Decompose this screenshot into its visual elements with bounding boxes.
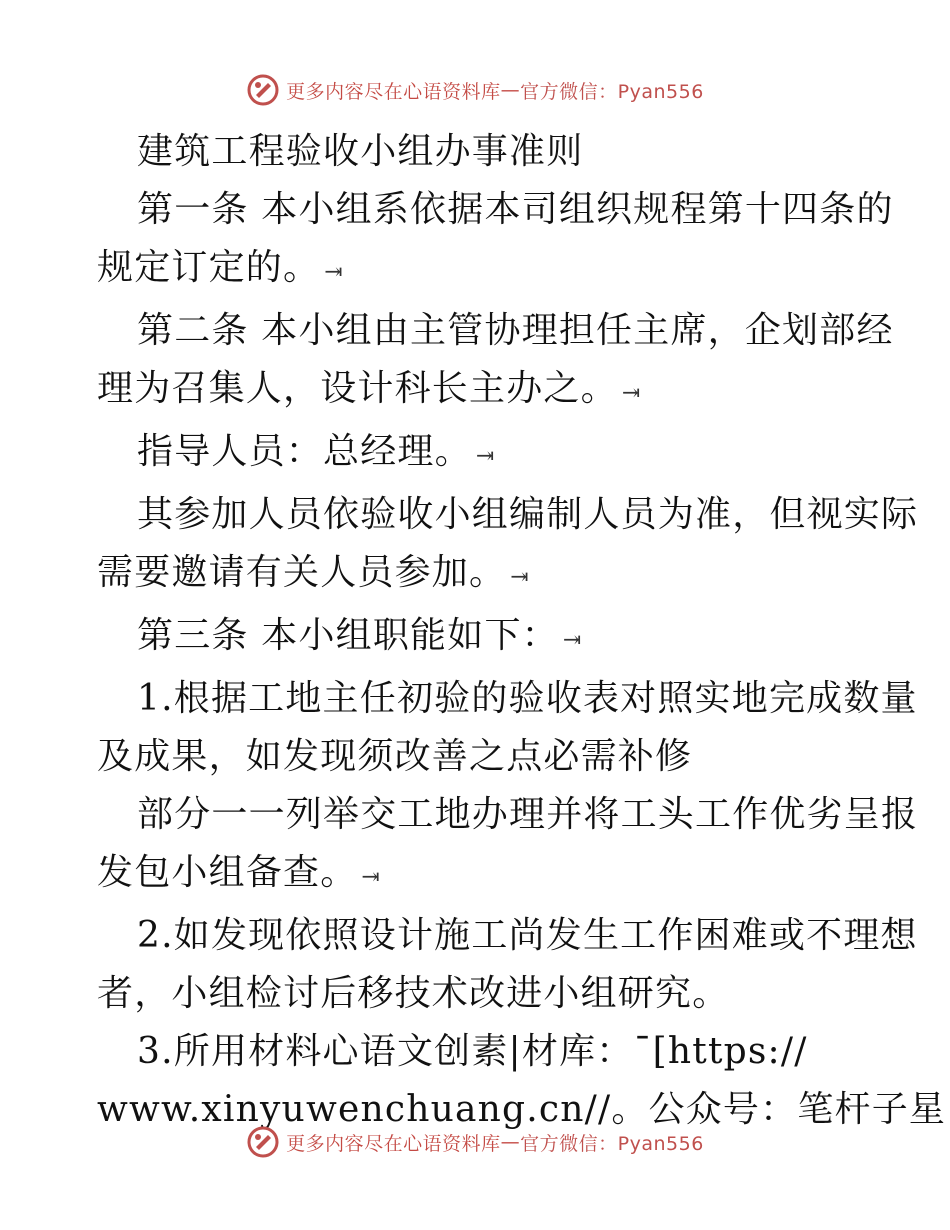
header-watermark (0, 70, 950, 110)
document-line (97, 1023, 857, 1081)
footer-watermark (0, 1122, 950, 1162)
paragraph-mark-icon: ⇥ (475, 444, 496, 469)
document-line (97, 181, 894, 239)
line-text: 1.根据工地主任初验的验收表对照实地完成数量 (137, 678, 918, 719)
document-line (97, 544, 857, 607)
line-text: 3.所用材料心语文创素|材库：¯[https:// (137, 1031, 808, 1072)
line-text: 发包小组备查。 (97, 852, 358, 893)
document-line (97, 670, 918, 728)
line-text: 需要邀请有关人员参加。 (97, 552, 507, 593)
line-text: 第一条 本小组系依据本司组织规程第十四条的 (137, 189, 894, 230)
paragraph-mark-icon: ⇥ (562, 628, 583, 653)
document-line (97, 965, 857, 1023)
document-line (97, 486, 919, 544)
document-line (97, 302, 894, 360)
document-line (97, 607, 857, 670)
line-text: www.xinyuwenchuang.cn//。公众号：笔杆子星 (97, 1089, 947, 1130)
watermark-wechat-text: 官方微信：Pyan556 (520, 80, 704, 103)
line-text: 及成果，如发现须改善之点必需补修 (97, 736, 693, 777)
line-text: 第三条 本小组职能如下： (137, 615, 559, 656)
document-line (97, 907, 918, 965)
document-line (97, 786, 919, 844)
paragraph-mark-icon: ⇥ (361, 865, 382, 890)
logo-icon (246, 73, 280, 107)
document-line (97, 844, 857, 907)
line-text: 其参加人员依验收小组编制人员为准，但视实际 (137, 494, 919, 535)
document-line (97, 360, 857, 423)
line-text: 者，小组检讨后移技术改进小组研究。 (97, 973, 730, 1014)
line-text: 2.如发现依照设计施工尚发生工作困难或不理想 (137, 915, 918, 956)
paragraph-mark-icon: ⇥ (510, 565, 530, 590)
document-body (97, 123, 947, 1139)
document-line (97, 123, 857, 181)
line-text: 规定订定的。 (97, 247, 321, 288)
logo-icon (246, 1125, 280, 1159)
watermark-site-text: 更多内容尽在心语资料库 (286, 1132, 501, 1155)
line-text: 第二条 本小组由主管协理担任主席，企划部经 (137, 310, 894, 351)
document-line (97, 423, 857, 486)
line-text: 部分一一列举交工地办理并将工头工作优劣呈报 (137, 794, 919, 835)
line-text: 建筑工程验收小组办事准则 (137, 131, 584, 172)
line-text: 理为召集人，设计科长主办之。 (97, 368, 618, 409)
watermark-wechat-text: 官方微信：Pyan556 (520, 1132, 704, 1155)
document-line (97, 728, 857, 786)
watermark-separator: — (500, 1131, 521, 1153)
line-text: 指导人员：总经理。 (137, 431, 472, 472)
paragraph-mark-icon: ⇥ (324, 260, 344, 285)
watermark-separator: — (500, 79, 521, 101)
watermark-site-text: 更多内容尽在心语资料库 (286, 80, 501, 103)
document-line (97, 239, 857, 302)
paragraph-mark-icon: ⇥ (621, 381, 642, 406)
